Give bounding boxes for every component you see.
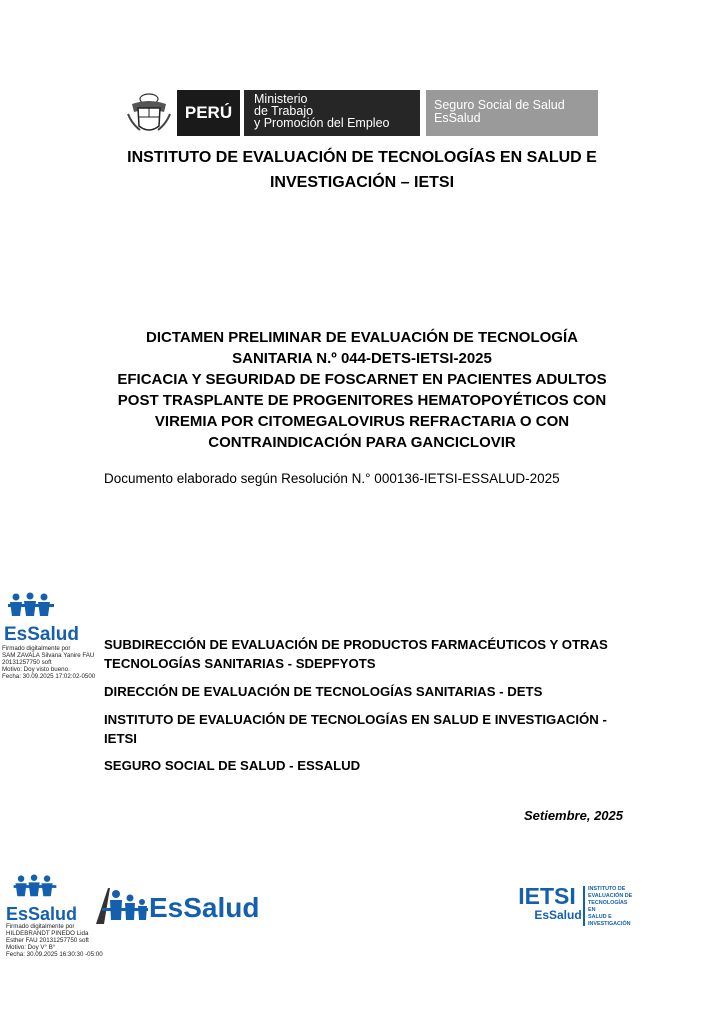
signature-2-line-4: Motivo: Doy V° B° bbox=[6, 944, 56, 951]
ietsi-essalud-text: EsSalud bbox=[534, 908, 582, 922]
ietsi-divider bbox=[583, 886, 585, 926]
signature-2-line-2: HILDEBRANDT PINEDO Lida bbox=[6, 930, 89, 937]
signature-2-line-1: Firmado digitalmente por bbox=[6, 923, 75, 930]
ietsi-side-text bbox=[588, 886, 634, 928]
org-sdepfyots-line-2: TECNOLOGÍAS SANITARIAS - SDEPFYOTS bbox=[104, 656, 376, 671]
insurer-logo-text bbox=[426, 90, 598, 136]
institute-title-line-2: INVESTIGACIÓN – IETSI bbox=[269, 174, 455, 191]
signature-stamp-1 bbox=[2, 592, 102, 680]
ietsi-logo bbox=[514, 884, 634, 930]
dictamen-line-2: SANITARIA N.º 044-DETS-IETSI-2025 bbox=[232, 350, 492, 367]
footer-essalud-text: EsSalud bbox=[149, 892, 260, 923]
org-ietsi-line-1: INSTITUTO DE EVALUACIÓN DE TECNOLOGÍAS EN SALUD E INVESTIGACIÓN - bbox=[104, 712, 607, 727]
ietsi-side-line-4: SALUD E bbox=[588, 914, 612, 920]
document-date: Setiembre, 2025 bbox=[523, 808, 623, 823]
header-logo-bar bbox=[124, 90, 598, 136]
dictamen-line-1: DICTAMEN PRELIMINAR DE EVALUACIÓN DE TECNOLOGÍA bbox=[146, 329, 578, 346]
essalud-emblem-icon bbox=[94, 884, 150, 928]
ietsi-side-line-2: EVALUACIÓN DE bbox=[588, 893, 633, 899]
dictamen-line-6: CONTRAINDICACIÓN PARA GANCICLOVIR bbox=[208, 434, 516, 451]
ietsi-acronym: IETSI bbox=[518, 883, 576, 909]
org-essalud: SEGURO SOCIAL DE SALUD - ESSALUD bbox=[104, 758, 361, 773]
essalud-family-icon bbox=[6, 874, 64, 900]
footer-essalud-logo bbox=[94, 884, 264, 930]
org-sdepfyots-line-1: SUBDIRECCIÓN DE EVALUACIÓN DE PRODUCTOS FARMACÉUTICOS Y OTRAS bbox=[104, 637, 608, 652]
signature-2-line-5: Fecha: 30.09.2025 16:30:30 -05:00 bbox=[6, 951, 103, 958]
essalud-logo-text: EsSalud bbox=[4, 624, 79, 645]
ministry-line-3: y Promoción del Empleo bbox=[254, 116, 390, 130]
signature-1-details bbox=[2, 645, 102, 680]
ministry-logo-text bbox=[244, 90, 420, 136]
signature-1-line-1: Firmado digitalmente por bbox=[2, 645, 71, 652]
ietsi-side-line-5: INVESTIGACIÓN bbox=[588, 921, 631, 927]
institute-title bbox=[62, 145, 662, 195]
insurer-line-2: EsSalud bbox=[434, 111, 481, 125]
essalud-family-icon bbox=[2, 592, 60, 620]
ietsi-side-line-1: INSTITUTO DE bbox=[588, 886, 626, 892]
resolution-note: Documento elaborado según Resolución N.° 000136-IETSI-ESSALUD-2025 bbox=[104, 471, 560, 486]
dictamen-line-3: EFICACIA Y SEGURIDAD DE FOSCARNET EN PACIENTES ADULTOS bbox=[117, 371, 607, 388]
org-sdepfyots bbox=[104, 635, 634, 673]
dictamen-title bbox=[62, 327, 662, 453]
coat-of-arms-icon bbox=[124, 90, 174, 136]
essalud-logo-text: EsSalud bbox=[6, 904, 78, 924]
signature-1-line-4: Motivo: Doy visto bueno. bbox=[2, 666, 70, 673]
signature-1-line-2: SAM ZAVALA Silvana Yanire FAU bbox=[2, 652, 95, 659]
dictamen-line-4: POST TRASPLANTE DE PROGENITORES HEMATOPOYÉTICOS CON bbox=[117, 392, 607, 409]
insurer-line-1: Seguro Social de Salud bbox=[434, 98, 565, 112]
signature-1-line-5: Fecha: 30.09.2025 17:02:02-0500 bbox=[2, 673, 96, 680]
peru-label: PERÚ bbox=[177, 90, 240, 136]
signature-2-line-3: Esther FAU 20131257750 soft bbox=[6, 937, 89, 944]
ietsi-side-line-3: TECNOLOGÍAS EN bbox=[588, 900, 628, 913]
dictamen-line-5: VIREMIA POR CITOMEGALOVIRUS REFRACTARIA O CON bbox=[154, 413, 570, 430]
ministry-line-2: de Trabajo bbox=[254, 104, 314, 118]
org-ietsi-line-2: IETSI bbox=[104, 731, 137, 746]
org-ietsi bbox=[104, 710, 634, 748]
signature-1-line-3: 20131257750 soft bbox=[2, 659, 52, 666]
ministry-line-1: Ministerio bbox=[254, 92, 308, 106]
institute-title-line-1: INSTITUTO DE EVALUACIÓN DE TECNOLOGÍAS EN SALUD E bbox=[127, 149, 597, 166]
org-dets: DIRECCIÓN DE EVALUACIÓN DE TECNOLOGÍAS SANITARIAS - DETS bbox=[104, 684, 543, 699]
